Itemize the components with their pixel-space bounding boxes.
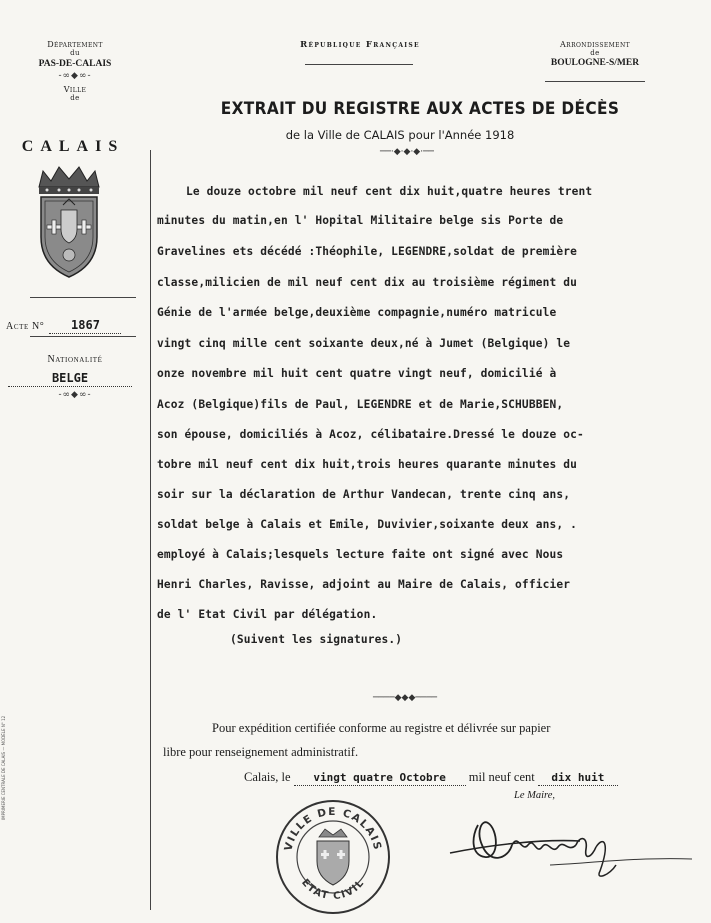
certification-date-field [294, 770, 466, 786]
body-line: son épouse, domiciliés à Acoz, célibataire.Dressé le douze oc- [157, 428, 584, 441]
page-subtitle: de la Ville de CALAIS pour l'Année 1918 [285, 128, 515, 142]
body-line: Gravelines ets décédé :Théophile, LEGENDRE,soldat de première [157, 245, 578, 258]
body-line: Génie de l'armée belge,deuxième compagnie,numéro matricule [157, 306, 557, 319]
department-name: PAS-DE-CALAIS [38, 59, 112, 69]
arrondissement-block [540, 40, 650, 68]
sidebar-divider [30, 336, 136, 337]
certification-place: Calais, le [244, 770, 291, 784]
coat-of-arms-icon [33, 165, 105, 280]
mayor-signature [430, 795, 700, 885]
signatures-note: (Suivent les signatures.) [230, 633, 403, 646]
ornament-divider: -∞◆∞- [58, 390, 92, 400]
stamp-bottom-text: ETAT CIVIL [299, 877, 367, 903]
acte-number-field [49, 314, 121, 334]
acte-label: Acte N° [6, 321, 45, 332]
certification-year-field [538, 770, 618, 786]
sidebar-divider [30, 297, 136, 298]
ville-de: de [70, 94, 80, 102]
body-line: onze novembre mil huit cent quatre vingt neuf, domicilié à [157, 367, 557, 380]
republic-heading: République Française [300, 40, 420, 50]
title-ornament: ──·◆·◆·◆·── [380, 147, 434, 157]
mayor-label: Le Maire, [514, 790, 556, 801]
header-rule [545, 81, 645, 82]
certification-date-row [244, 770, 618, 786]
body-line: Acoz (Belgique)fils de Paul, LEGENDRE et de Marie,SCHUBBEN, [157, 398, 564, 411]
body-line: classe,milicien de mil neuf cent dix au troisième régiment du [157, 276, 578, 289]
printer-margin-note: IMPRIMERIE CENTRALE DE CALAIS — MODÈLE N° 12 [1, 715, 6, 820]
body-line: soir sur la déclaration de Arthur Vandecan, trente cinq ans, [157, 488, 571, 501]
nationalite-value: BELGE [51, 371, 89, 385]
town-name: CALAIS [21, 138, 125, 155]
department-block [20, 40, 130, 102]
ornament-divider: -∞◆∞- [58, 71, 92, 81]
official-stamp [273, 795, 393, 917]
arrondissement-de: de [590, 49, 600, 57]
body-line: soldat belge à Calais et Emile, Duvivier,soixante deux ans, . [157, 518, 578, 531]
body-line: vingt cinq mille cent soixante deux,né à Jumet (Belgique) le [157, 337, 571, 350]
acte-number-row [6, 314, 146, 334]
body-line: employé à Calais;lesquels lecture faite ont signé avec Nous [157, 548, 564, 561]
nationalite-label: Nationalité [47, 354, 103, 365]
ville-label: Ville [63, 85, 87, 94]
stamp-top-text: VILLE DE CALAIS [282, 805, 384, 853]
certification-date: vingt quatre Octobre [313, 771, 446, 784]
certification-line-2: libre pour renseignement administratif. [163, 745, 359, 759]
page-margin-rule [150, 150, 151, 910]
body-line: tobre mil neuf cent dix huit,trois heures quarante minutes du [157, 458, 578, 471]
department-label: Département [47, 40, 103, 49]
nationalite-field [8, 367, 132, 387]
certification-line-1: Pour expédition certifiée conforme au registre et délivrée sur papier [212, 721, 551, 735]
header-rule [305, 64, 413, 65]
ornament-divider: ────◆◆◆──── [372, 693, 438, 703]
body-line: Le douze octobre mil neuf cent dix huit,quatre heures trent [186, 185, 593, 198]
arrondissement-label: Arrondissement [559, 40, 631, 49]
page-title: EXTRAIT DU REGISTRE AUX ACTES DE DÉCÈS [220, 99, 620, 118]
certification-year-text: mil neuf cent [468, 770, 535, 784]
acte-number: 1867 [71, 318, 100, 332]
certification-year: dix huit [551, 771, 605, 784]
body-line: Henri Charles, Ravisse, adjoint au Maire de Calais, officier [157, 578, 571, 591]
body-line: de l' Etat Civil par délégation. [157, 608, 378, 621]
arrondissement-name: BOULOGNE-S/MER [550, 58, 640, 68]
department-du: du [70, 49, 80, 57]
body-line: minutes du matin,en l' Hopital Militaire belge sis Porte de [157, 214, 564, 227]
